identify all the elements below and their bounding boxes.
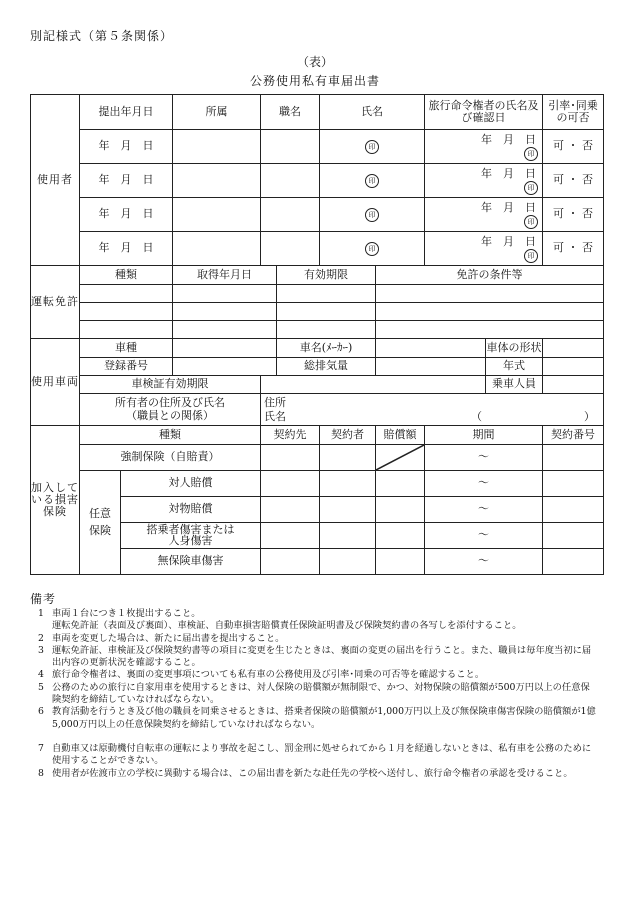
form-label: 別記様式（第５条関係） [30, 29, 174, 43]
capacity-cell[interactable] [543, 376, 604, 394]
seal-mark: 印 [524, 181, 538, 195]
seal-mark: 印 [524, 147, 538, 161]
valid-until-cell[interactable] [277, 303, 376, 321]
license-header-row [31, 266, 604, 285]
displacement-cell[interactable] [376, 358, 486, 376]
inspection-label: 車検証有効期限 [80, 376, 261, 394]
note-item [38, 633, 598, 645]
header-holder: 契約者 [320, 426, 376, 445]
vehicle-type-cell[interactable] [173, 339, 277, 358]
notes-title: 備考 [30, 592, 57, 606]
note-item [38, 620, 598, 632]
compulsory-row [31, 445, 604, 471]
name-cell[interactable] [320, 198, 425, 232]
position-cell[interactable] [261, 164, 320, 198]
period-cell[interactable]: ～ [425, 471, 543, 497]
seal-mark: 印 [524, 215, 538, 229]
insurer-cell[interactable] [261, 471, 320, 497]
insurer-cell[interactable] [261, 445, 320, 471]
acquired-date-cell[interactable] [173, 303, 277, 321]
amount-cell[interactable] [376, 497, 425, 523]
insurer-cell[interactable] [261, 523, 320, 549]
note-item [38, 608, 598, 620]
amount-cell[interactable] [376, 549, 425, 575]
note-text: 旅行命令権者は、裏面の変更事項についても私有車の公務使用及び引率･同乗の可否等を確認すること。 [52, 669, 485, 681]
policy-number-cell[interactable] [543, 445, 604, 471]
license-type-cell[interactable] [80, 303, 173, 321]
model-year-label: 年式 [486, 358, 543, 376]
license-section-label: 運転免許 [31, 266, 80, 339]
relation-paren-open: （ [471, 410, 482, 423]
model-year-cell[interactable] [543, 358, 604, 376]
vehicle-make-cell[interactable] [376, 339, 486, 358]
owner-label [80, 394, 261, 426]
department-cell[interactable] [173, 130, 261, 164]
holder-cell[interactable] [320, 445, 376, 471]
vehicle-row-owner [31, 394, 604, 426]
name-cell[interactable] [320, 232, 425, 266]
permission-cell[interactable]: 可 ・ 否 [543, 198, 604, 232]
holder-cell[interactable] [320, 471, 376, 497]
coverage-item-label: 搭乗者傷害または人身傷害 [121, 523, 261, 549]
owner-name-label: 氏名 [264, 410, 286, 423]
policy-number-cell[interactable] [543, 471, 604, 497]
position-cell[interactable] [261, 232, 320, 266]
header-permission: 引率･同乗の可否 [543, 95, 604, 130]
department-cell[interactable] [173, 164, 261, 198]
user-row [31, 130, 604, 164]
header-position: 職名 [261, 95, 320, 130]
header-submit-date: 提出年月日 [80, 95, 173, 130]
holder-cell[interactable] [320, 549, 376, 575]
insurance-section-label: 加入している損害保険 [31, 426, 80, 575]
seal-mark: 印 [365, 242, 379, 256]
seal-mark: 印 [365, 140, 379, 154]
header-policy-number: 契約番号 [543, 426, 604, 445]
header-valid-until: 有効期限 [277, 266, 376, 285]
users-section-label: 使用者 [31, 95, 80, 266]
position-cell[interactable] [261, 198, 320, 232]
department-cell[interactable] [173, 198, 261, 232]
user-row [31, 198, 604, 232]
coverage-item-label: 対人賠償 [121, 471, 261, 497]
approver-cell[interactable] [425, 164, 543, 198]
header-license-type: 種類 [80, 266, 173, 285]
note-item [38, 669, 598, 681]
conditions-cell[interactable] [376, 285, 604, 303]
note-item [38, 743, 598, 768]
vehicle-make-label: 車名(ﾒｰｶｰ) [277, 339, 376, 358]
approval-date: 年 月 日 [481, 132, 536, 146]
header-acquired-date: 取得年月日 [173, 266, 277, 285]
policy-number-cell[interactable] [543, 523, 604, 549]
header-license-conditions: 免許の条件等 [376, 266, 604, 285]
period-cell[interactable]: ～ [425, 549, 543, 575]
note-text: 自動車又は原動機付自転車の運転により事故を起こし、罰金刑に処せられてから１月を経過しないときは、私有車を公務のために使用することができない。 [52, 742, 592, 767]
amount-not-applicable-cell [376, 445, 425, 471]
seal-mark: 印 [365, 208, 379, 222]
users-header-row [31, 95, 604, 130]
displacement-label: 総排気量 [277, 358, 376, 376]
header-name: 氏名 [320, 95, 425, 130]
seal-mark: 印 [365, 174, 379, 188]
license-type-cell[interactable] [80, 285, 173, 303]
vehicle-row-2 [31, 358, 604, 376]
note-number: 1 [38, 608, 44, 619]
policy-number-cell[interactable] [543, 549, 604, 575]
body-shape-cell[interactable] [543, 339, 604, 358]
note-text: 車両を変更した場合は、新たに届出書を提出すること。 [52, 632, 285, 644]
user-row [31, 164, 604, 198]
vehicle-row-3 [31, 376, 604, 394]
seal-mark: 印 [524, 249, 538, 263]
license-row [31, 321, 604, 339]
note-number: 4 [38, 669, 44, 681]
period-cell[interactable]: ～ [425, 445, 543, 471]
owner-cell[interactable] [261, 394, 604, 426]
note-number: 3 [38, 644, 44, 656]
name-cell[interactable] [320, 164, 425, 198]
note-number: 5 [38, 681, 44, 693]
submit-date-cell[interactable]: 年 月 日 [80, 198, 173, 232]
relation-paren-close: ） [584, 410, 595, 423]
permission-cell[interactable]: 可 ・ 否 [543, 164, 604, 198]
conditions-cell[interactable] [376, 303, 604, 321]
name-cell[interactable] [320, 130, 425, 164]
license-row [31, 303, 604, 321]
valid-until-cell[interactable] [277, 321, 376, 339]
note-text: 公務のための旅行に自家用車を使用するときは、対人保険の賠償額が無制限で、かつ、対物保険の賠償額が500万円以上の任意保険契約を締結していなければならない。 [52, 681, 590, 706]
insurance-header-row [31, 426, 604, 445]
owner-label-line1: 所有者の住所及び氏名 [115, 396, 225, 410]
department-cell[interactable] [173, 232, 261, 266]
permission-cell[interactable]: 可 ・ 否 [543, 130, 604, 164]
header-period: 期間 [425, 426, 543, 445]
front-side-label: （表） [296, 55, 333, 69]
submit-date-cell[interactable]: 年 月 日 [80, 164, 173, 198]
note-text: 教育活動を行うとき及び他の職員を同乗させるときは、搭乗者保険の賠償額が1,000万円以上及び無保険車傷害保険の賠償額が1億5,000万円以上の任意保険契約を締結していなければならない。 [52, 706, 596, 730]
header-approver: 旅行命令権者の氏名及び確認日 [425, 95, 543, 130]
permission-cell[interactable]: 可 ・ 否 [543, 232, 604, 266]
approval-date: 年 月 日 [481, 166, 536, 180]
vehicle-section-label: 使用車両 [31, 339, 80, 426]
user-row [31, 232, 604, 266]
header-insurance-type: 種類 [80, 426, 261, 445]
registration-form-table [30, 94, 604, 575]
approver-cell[interactable] [425, 198, 543, 232]
diagonal-slash [376, 445, 424, 470]
position-cell[interactable] [261, 130, 320, 164]
holder-cell[interactable] [320, 497, 376, 523]
note-number: 2 [38, 632, 44, 644]
note-number: 6 [38, 706, 44, 718]
owner-label-line2: （職員との関係） [126, 408, 214, 422]
compulsory-insurance-label: 強制保険（自賠責） [80, 445, 261, 471]
note-item [38, 682, 598, 707]
voluntary-insurance-label: 任意保険 [80, 471, 121, 575]
period-cell[interactable]: ～ [425, 497, 543, 523]
header-department: 所属 [173, 95, 261, 130]
note-item [38, 706, 598, 731]
insurer-cell[interactable] [261, 497, 320, 523]
amount-cell[interactable] [376, 523, 425, 549]
note-text: 使用者が佐渡市立の学校に異動する場合は、この届出書を新たな赴任先の学校へ送付し、旅行命令権者の承認を受けること。 [52, 767, 573, 779]
acquired-date-cell[interactable] [173, 285, 277, 303]
inspection-cell[interactable] [261, 376, 486, 394]
header-amount: 賠償額 [376, 426, 425, 445]
period-cell[interactable]: ～ [425, 523, 543, 549]
notes-list [38, 608, 598, 780]
voluntary-row [31, 471, 604, 497]
policy-number-cell[interactable] [543, 497, 604, 523]
note-text: 運転免許証、車検証及び保険契約書等の項目に変更を生じたときは、裏面の変更の届出を行うこと。また、職員は毎年度当初に届出内容の更新状況を確認すること。 [52, 644, 592, 669]
insurer-cell[interactable] [261, 549, 320, 575]
address-label: 住所 [264, 396, 286, 409]
note-item [38, 645, 598, 670]
license-row [31, 285, 604, 303]
submit-date-cell[interactable]: 年 月 日 [80, 232, 173, 266]
submit-date-cell[interactable]: 年 月 日 [80, 130, 173, 164]
approver-cell[interactable] [425, 130, 543, 164]
amount-cell[interactable] [376, 471, 425, 497]
vehicle-row-1 [31, 339, 604, 358]
reg-number-cell[interactable] [173, 358, 277, 376]
coverage-item-label: 無保険車傷害 [121, 549, 261, 575]
note-item [38, 768, 598, 780]
approval-date: 年 月 日 [481, 234, 536, 248]
header-insurer: 契約先 [261, 426, 320, 445]
conditions-cell[interactable] [376, 321, 604, 339]
vehicle-type-label: 車種 [80, 339, 173, 358]
note-text: 運転免許証（表面及び裏面）、車検証、自動車損害賠償責任保険証明書及び保険契約書の各写しを添付すること。 [52, 620, 522, 632]
acquired-date-cell[interactable] [173, 321, 277, 339]
note-text: 車両１台につき１枚提出すること。 [52, 608, 201, 619]
valid-until-cell[interactable] [277, 285, 376, 303]
reg-number-label: 登録番号 [80, 358, 173, 376]
license-type-cell[interactable] [80, 321, 173, 339]
note-number: 8 [38, 767, 44, 779]
approval-date: 年 月 日 [481, 200, 536, 214]
body-shape-label: 車体の形状 [486, 339, 543, 358]
coverage-item-label: 対物賠償 [121, 497, 261, 523]
approver-cell[interactable] [425, 232, 543, 266]
note-number: 7 [38, 742, 44, 754]
page-title: 公務使用私有車届出書 [249, 74, 380, 88]
capacity-label: 乗車人員 [486, 376, 543, 394]
holder-cell[interactable] [320, 523, 376, 549]
